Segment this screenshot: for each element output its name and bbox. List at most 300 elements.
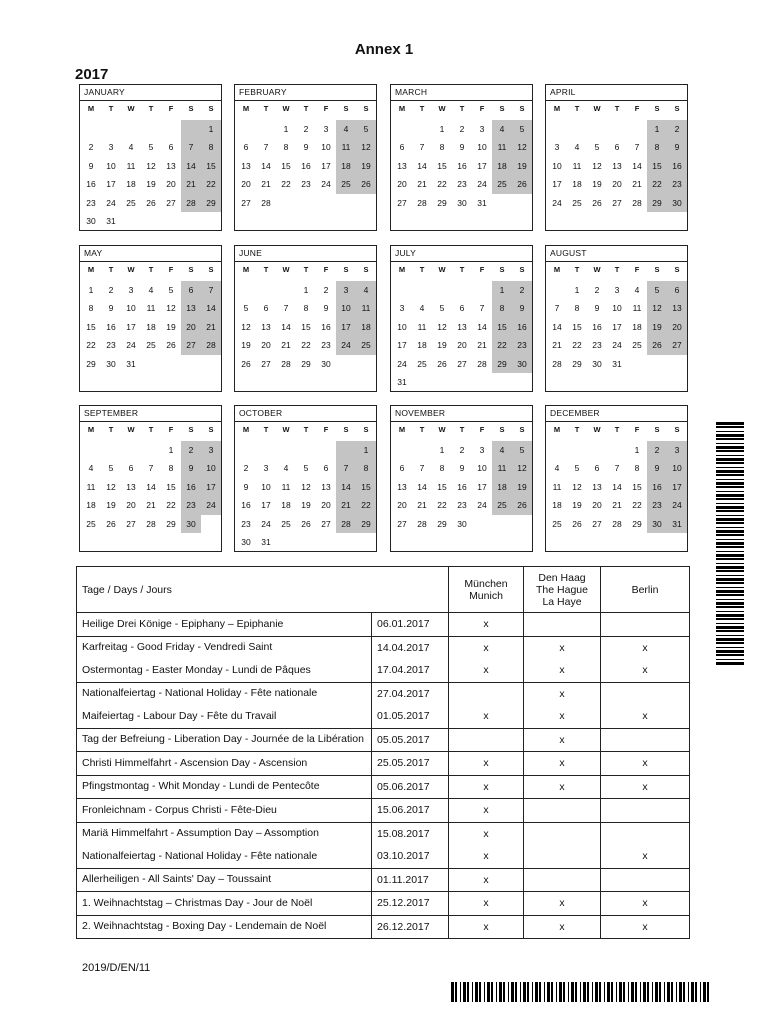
day: 15 — [437, 160, 447, 171]
day: 16 — [457, 481, 467, 492]
weekend-day: 8 — [647, 138, 667, 157]
day: 16 — [321, 321, 331, 332]
day: 2 — [243, 463, 249, 473]
holiday-row — [77, 636, 690, 659]
day: 6 — [323, 463, 329, 473]
weekday-header: M — [398, 265, 406, 274]
weekend-day: 17 — [336, 318, 356, 337]
day: 22 — [86, 340, 96, 350]
day: 18 — [281, 500, 291, 510]
day: 11 — [417, 321, 427, 332]
weekday-header: M — [242, 425, 250, 434]
day: 24 — [552, 197, 562, 208]
day: 30 — [106, 358, 116, 369]
weekend-day: 17 — [667, 478, 687, 497]
weekday-header: M — [87, 104, 95, 113]
day: 27 — [612, 197, 622, 208]
day: 3 — [479, 123, 485, 134]
munich-mark — [449, 682, 524, 705]
day: 14 — [477, 321, 487, 332]
weekend-day: 4 — [356, 281, 376, 300]
day: 7 — [283, 303, 289, 313]
hague-mark — [524, 613, 601, 637]
day: 27 — [126, 518, 136, 529]
day: 27 — [397, 518, 407, 529]
day: 4 — [419, 303, 425, 313]
day: 11 — [146, 303, 156, 313]
day: 1 — [439, 444, 445, 455]
holiday-row — [77, 915, 690, 939]
day: 1 — [439, 123, 445, 134]
weekday-header: T — [614, 425, 620, 434]
weekday-header: F — [479, 265, 485, 274]
empty-day — [567, 441, 587, 460]
day: 9 — [459, 463, 465, 473]
day: 8 — [439, 142, 445, 152]
day: 3 — [128, 284, 134, 295]
day: 10 — [261, 481, 271, 492]
weekend-day: 2 — [647, 441, 667, 460]
weekday-header: S — [499, 265, 505, 274]
day: 17 — [397, 340, 407, 350]
weekday-header: M — [87, 425, 95, 434]
day: 12 — [166, 303, 176, 313]
day: 17 — [321, 160, 331, 171]
weekend-day: 25 — [336, 175, 356, 194]
day: 21 — [552, 340, 562, 350]
weekday-header: T — [148, 104, 154, 113]
weekend-day: 24 — [336, 336, 356, 355]
weekend-day: 18 — [336, 157, 356, 176]
day: 23 — [241, 518, 251, 529]
day: 15 — [632, 481, 642, 492]
weekday-header: W — [127, 265, 135, 274]
day: 10 — [126, 303, 136, 313]
holiday-date: 05.05.2017 — [372, 728, 449, 752]
day: 2 — [108, 284, 114, 295]
weekend-day: 1 — [647, 120, 667, 139]
day: 24 — [126, 340, 136, 350]
day: 19 — [437, 340, 447, 350]
weekend-day: 21 — [201, 318, 221, 337]
weekday-header: S — [208, 265, 214, 274]
holiday-date: 06.01.2017 — [372, 613, 449, 637]
berlin-mark: x — [601, 636, 690, 659]
day: 13 — [241, 160, 251, 171]
day: 16 — [457, 160, 467, 171]
weekday-header: T — [263, 104, 269, 113]
month-december — [545, 405, 688, 552]
day: 13 — [126, 481, 136, 492]
weekend-day: 26 — [512, 496, 532, 515]
empty-day — [547, 120, 567, 139]
day: 7 — [554, 303, 560, 313]
empty-day — [121, 441, 141, 460]
day: 5 — [594, 142, 600, 152]
weekend-day: 30 — [647, 515, 667, 534]
weekday-header: S — [188, 104, 194, 113]
day: 21 — [417, 500, 427, 510]
day: 9 — [323, 303, 329, 313]
hague-mark: x — [524, 892, 601, 916]
weekend-day: 11 — [336, 138, 356, 157]
day: 20 — [457, 340, 467, 350]
day: 25 — [632, 340, 642, 350]
weekday-header: T — [263, 425, 269, 434]
day: 27 — [166, 197, 176, 208]
weekend-day: 17 — [201, 478, 221, 497]
munich-mark: x — [449, 892, 524, 916]
weekday-header: W — [282, 104, 290, 113]
holiday-date: 17.04.2017 — [372, 659, 449, 682]
berlin-mark — [601, 613, 690, 637]
day: 2 — [594, 284, 600, 295]
weekend-day: 5 — [647, 281, 667, 300]
day: 24 — [612, 340, 622, 350]
weekday-header: S — [519, 265, 525, 274]
day: 9 — [243, 481, 249, 492]
day: 23 — [86, 197, 96, 208]
month-name: DECEMBER — [546, 406, 687, 422]
berlin-mark — [601, 822, 690, 845]
day: 10 — [397, 321, 407, 332]
weekday-header: T — [459, 104, 465, 113]
empty-day — [316, 441, 336, 460]
weekday-header: S — [343, 425, 349, 434]
month-name: JULY — [391, 246, 532, 262]
hague-mark: x — [524, 752, 601, 776]
weekday-header: S — [188, 425, 194, 434]
weekend-day: 4 — [336, 120, 356, 139]
month-name: NOVEMBER — [391, 406, 532, 422]
day: 11 — [632, 303, 642, 313]
day: 21 — [417, 179, 427, 189]
day: 12 — [592, 160, 602, 171]
day: 12 — [106, 481, 116, 492]
day: 8 — [574, 303, 580, 313]
weekend-day: 5 — [356, 120, 376, 139]
weekend-day: 23 — [667, 175, 687, 194]
weekend-day: 20 — [667, 318, 687, 337]
weekday-header: T — [108, 425, 114, 434]
day: 20 — [397, 500, 407, 510]
day: 29 — [437, 518, 447, 529]
weekend-day: 14 — [201, 299, 221, 318]
day: 1 — [88, 284, 94, 295]
day: 14 — [146, 481, 156, 492]
holiday-row — [77, 799, 690, 823]
weekend-day: 29 — [492, 355, 512, 374]
holiday-date: 01.11.2017 — [372, 868, 449, 892]
holiday-row — [77, 682, 690, 705]
weekday-header: S — [208, 104, 214, 113]
day: 28 — [552, 358, 562, 369]
day: 30 — [457, 197, 467, 208]
munich-mark: x — [449, 915, 524, 939]
day: 25 — [146, 340, 156, 350]
weekday-header: T — [108, 265, 114, 274]
month-january — [79, 84, 222, 231]
day: 14 — [632, 160, 642, 171]
weekend-day: 25 — [356, 336, 376, 355]
weekend-day: 8 — [492, 299, 512, 318]
month-september — [79, 405, 222, 552]
month-march — [390, 84, 533, 231]
weekend-day: 22 — [492, 336, 512, 355]
day: 28 — [477, 358, 487, 369]
weekend-day: 23 — [181, 496, 201, 515]
month-july — [390, 245, 533, 392]
document-reference: 2019/D/EN/11 — [82, 962, 151, 974]
weekend-day: 1 — [201, 120, 221, 139]
month-june — [234, 245, 377, 392]
weekday-header: T — [148, 425, 154, 434]
month-name: FEBRUARY — [235, 85, 376, 101]
empty-day — [276, 281, 296, 300]
weekend-day: 26 — [512, 175, 532, 194]
holiday-name: Fronleichnam - Corpus Christi - Fête-Dieu — [77, 799, 372, 823]
weekday-header: T — [574, 265, 580, 274]
munich-mark: x — [449, 822, 524, 845]
day: 28 — [146, 518, 156, 529]
weekend-day: 18 — [356, 318, 376, 337]
weekday-header: M — [553, 265, 561, 274]
holiday-name: Mariä Himmelfahrt - Assumption Day – Assomption — [77, 822, 372, 845]
weekday-header: W — [593, 425, 601, 434]
day: 25 — [572, 197, 582, 208]
munich-mark: x — [449, 845, 524, 868]
day: 11 — [126, 160, 136, 171]
day: 20 — [321, 500, 331, 510]
weekend-day: 22 — [201, 175, 221, 194]
weekend-day: 15 — [356, 478, 376, 497]
month-february — [234, 84, 377, 231]
weekend-day: 8 — [356, 459, 376, 478]
berlin-mark: x — [601, 845, 690, 868]
day: 8 — [88, 303, 94, 313]
horizontal-barcode — [451, 982, 709, 1002]
day: 17 — [126, 321, 136, 332]
weekday-header: M — [553, 104, 561, 113]
weekday-header: W — [282, 265, 290, 274]
munich-mark — [449, 728, 524, 752]
day: 18 — [126, 179, 136, 189]
day: 29 — [166, 518, 176, 529]
day: 17 — [477, 481, 487, 492]
day: 5 — [108, 463, 114, 473]
day: 20 — [397, 179, 407, 189]
empty-day — [121, 120, 141, 139]
day: 4 — [283, 463, 289, 473]
weekend-day: 20 — [181, 318, 201, 337]
day-grid — [547, 422, 687, 533]
day: 4 — [574, 142, 580, 152]
weekday-header: S — [654, 265, 660, 274]
day: 25 — [86, 518, 96, 529]
day-grid — [392, 262, 532, 392]
day: 19 — [592, 179, 602, 189]
weekday-header: S — [363, 425, 369, 434]
month-name: SEPTEMBER — [80, 406, 221, 422]
weekday-header: F — [323, 265, 329, 274]
day: 26 — [572, 518, 582, 529]
day: 27 — [241, 197, 251, 208]
empty-day — [256, 120, 276, 139]
day: 19 — [301, 500, 311, 510]
day: 3 — [323, 123, 329, 134]
munich-mark: x — [449, 659, 524, 682]
weekend-day: 19 — [647, 318, 667, 337]
weekday-header: F — [634, 265, 640, 274]
header-hague: Den Haag The Hague La Haye — [524, 567, 601, 613]
holiday-row — [77, 868, 690, 892]
day: 24 — [477, 500, 487, 510]
day-grid — [81, 262, 221, 373]
day: 27 — [457, 358, 467, 369]
day: 4 — [88, 463, 94, 473]
day: 26 — [106, 518, 116, 529]
weekday-header: M — [87, 265, 95, 274]
day: 26 — [146, 197, 156, 208]
day: 22 — [301, 340, 311, 350]
day: 9 — [459, 142, 465, 152]
holiday-name: Pfingstmontag - Whit Monday - Lundi de Pentecôte — [77, 775, 372, 799]
day-grid — [392, 101, 532, 212]
day: 10 — [321, 142, 331, 152]
weekday-header: W — [438, 425, 446, 434]
weekend-day: 2 — [512, 281, 532, 300]
empty-day — [256, 441, 276, 460]
weekend-day: 18 — [492, 478, 512, 497]
empty-day — [607, 120, 627, 139]
day-grid — [547, 101, 687, 212]
hague-mark — [524, 822, 601, 845]
weekday-header: F — [323, 104, 329, 113]
weekday-header: S — [519, 425, 525, 434]
day: 18 — [146, 321, 156, 332]
day: 18 — [417, 340, 427, 350]
weekend-day: 16 — [647, 478, 667, 497]
weekend-day: 8 — [201, 138, 221, 157]
month-april — [545, 84, 688, 231]
weekend-day: 29 — [647, 194, 667, 213]
weekend-day: 14 — [336, 478, 356, 497]
day: 15 — [437, 481, 447, 492]
day: 23 — [301, 179, 311, 189]
weekend-day: 13 — [667, 299, 687, 318]
weekend-day: 3 — [201, 441, 221, 460]
day: 1 — [574, 284, 580, 295]
weekend-day: 3 — [667, 441, 687, 460]
hague-mark: x — [524, 636, 601, 659]
day: 8 — [303, 303, 309, 313]
day: 28 — [632, 197, 642, 208]
day: 26 — [437, 358, 447, 369]
day: 7 — [479, 303, 485, 313]
weekend-day: 23 — [647, 496, 667, 515]
weekday-header: F — [168, 104, 174, 113]
empty-day — [81, 120, 101, 139]
holiday-row — [77, 822, 690, 845]
holiday-name: 1. Weihnachtstag – Christmas Day - Jour de Noël — [77, 892, 372, 916]
weekday-header: T — [574, 425, 580, 434]
empty-day — [141, 441, 161, 460]
day-grid — [392, 422, 532, 533]
day: 20 — [261, 340, 271, 350]
day: 16 — [301, 160, 311, 171]
weekday-header: T — [303, 425, 309, 434]
vertical-barcode — [716, 422, 744, 666]
day: 18 — [552, 500, 562, 510]
weekday-header: M — [553, 425, 561, 434]
day: 29 — [632, 518, 642, 529]
day: 1 — [303, 284, 309, 295]
weekday-header: W — [127, 104, 135, 113]
hague-mark — [524, 799, 601, 823]
empty-day — [607, 441, 627, 460]
weekday-header: M — [398, 104, 406, 113]
day: 23 — [457, 500, 467, 510]
day: 28 — [281, 358, 291, 369]
day: 19 — [572, 500, 582, 510]
holiday-date: 03.10.2017 — [372, 845, 449, 868]
day-grid — [81, 101, 221, 231]
berlin-mark: x — [601, 659, 690, 682]
day: 23 — [457, 179, 467, 189]
day: 29 — [572, 358, 582, 369]
holiday-row — [77, 752, 690, 776]
day: 26 — [166, 340, 176, 350]
holiday-date: 15.06.2017 — [372, 799, 449, 823]
day: 3 — [614, 284, 620, 295]
day: 19 — [106, 500, 116, 510]
weekend-day: 30 — [512, 355, 532, 374]
berlin-mark: x — [601, 705, 690, 728]
berlin-mark: x — [601, 775, 690, 799]
weekend-day: 15 — [647, 157, 667, 176]
day: 1 — [283, 123, 289, 134]
weekday-header: M — [242, 104, 250, 113]
day-grid — [81, 422, 221, 533]
day: 8 — [283, 142, 289, 152]
day: 7 — [419, 463, 425, 473]
day: 10 — [552, 160, 562, 171]
weekday-header: W — [438, 104, 446, 113]
empty-day — [587, 441, 607, 460]
empty-day — [412, 281, 432, 300]
holiday-row — [77, 845, 690, 868]
holiday-date: 15.08.2017 — [372, 822, 449, 845]
day: 2 — [323, 284, 329, 295]
day: 17 — [261, 500, 271, 510]
empty-day — [236, 441, 256, 460]
day: 6 — [594, 463, 600, 473]
day: 18 — [572, 179, 582, 189]
weekday-header: T — [148, 265, 154, 274]
day: 3 — [108, 142, 114, 152]
day: 4 — [554, 463, 560, 473]
weekend-day: 28 — [181, 194, 201, 213]
weekday-header: S — [363, 265, 369, 274]
month-august — [545, 245, 688, 392]
empty-day — [181, 120, 201, 139]
munich-mark: x — [449, 799, 524, 823]
day: 15 — [166, 481, 176, 492]
day: 6 — [168, 142, 174, 152]
weekend-day: 16 — [181, 478, 201, 497]
hague-mark — [524, 845, 601, 868]
month-may — [79, 245, 222, 392]
